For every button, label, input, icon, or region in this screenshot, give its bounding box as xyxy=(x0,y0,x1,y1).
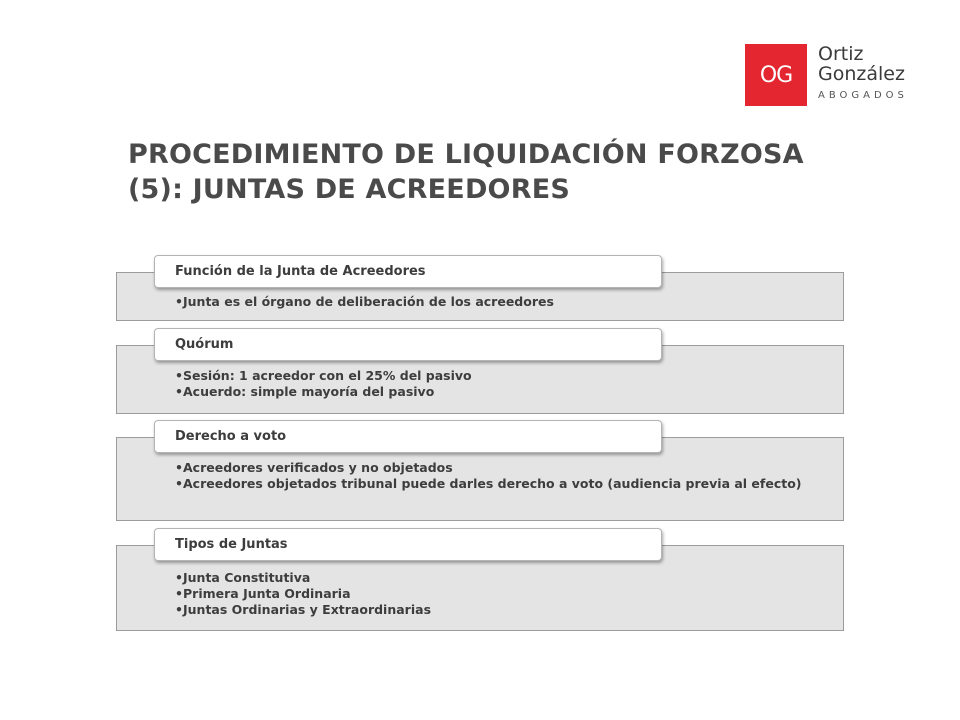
logo-wordmark xyxy=(818,44,908,101)
section-tipos-juntas xyxy=(116,528,844,631)
bullet-list xyxy=(175,368,813,400)
logo-line-2: González xyxy=(818,63,905,85)
bullet-list xyxy=(175,570,813,618)
logo-line-1: Ortiz xyxy=(818,43,864,65)
section-heading: Función de la Junta de Acreedores xyxy=(154,255,662,288)
section-heading: Derecho a voto xyxy=(154,420,662,453)
logo-tagline: ABOGADOS xyxy=(818,90,908,101)
section-heading: Quórum xyxy=(154,328,662,361)
list-item: • Acuerdo: simple mayoría del pasivo xyxy=(175,384,813,400)
list-item: • Junta es el órgano de deliberación de los acreedores xyxy=(175,294,813,310)
list-item: • Sesión: 1 acreedor con el 25% del pasivo xyxy=(175,368,813,384)
logo-mark: OG xyxy=(745,44,807,106)
list-item: • Juntas Ordinarias y Extraordinarias xyxy=(175,602,813,618)
list-item: • Junta Constitutiva xyxy=(175,570,813,586)
list-item: • Acreedores objetados tribunal puede darles derecho a voto (audiencia previa al efecto) xyxy=(175,476,813,492)
list-item: • Acreedores verificados y no objetados xyxy=(175,460,813,476)
bullet-list xyxy=(175,460,813,492)
section-derecho-voto xyxy=(116,420,844,521)
section-heading: Tipos de Juntas xyxy=(154,528,662,561)
bullet-list xyxy=(175,294,813,310)
list-item: • Primera Junta Ordinaria xyxy=(175,586,813,602)
company-logo xyxy=(745,44,915,106)
slide-title: PROCEDIMIENTO DE LIQUIDACIÓN FORZOSA (5): JUNTAS DE ACREEDORES xyxy=(128,139,804,205)
section-funcion xyxy=(116,255,844,321)
section-quorum xyxy=(116,328,844,414)
